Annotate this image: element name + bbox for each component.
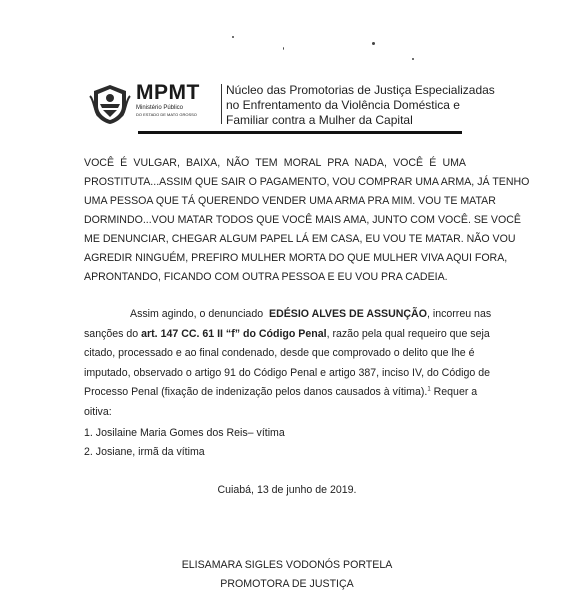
header-line: Núcleo das Promotorias de Justiça Especializadas — [226, 83, 495, 97]
paragraph-line — [84, 305, 492, 325]
paragraph-text: , razão pela qual requeiro que seja — [326, 327, 490, 340]
footnote-marker: 1 — [427, 386, 431, 393]
paragraph-text: Processo Penal (fixação de indenização pelos danos causados à vítima). — [84, 386, 428, 398]
quote-line: ME DENUNCIAR, CHEGAR ALGUM PAPEL LÁ EM CASA, EU VOU TE MATAR. NÃO VOU — [84, 233, 516, 245]
paragraph-line: imputado, observado o artigo 91 do Código Penal e artigo 387, inciso IV, do Código de — [84, 366, 490, 379]
quote-line: VOCÊ É VULGAR, BAIXA, NÃO TEM MORAL PRA NADA, VOCÊ É UMA — [84, 157, 466, 169]
quote-line: UMA PESSOA QUE TÁ QUERENDO VENDER UMA ARMA PRA MIM. VOU TE MATAR — [84, 195, 496, 207]
scan-speck — [283, 47, 284, 50]
paragraph-line — [84, 325, 490, 345]
scan-speck — [232, 36, 234, 38]
mpmt-logo-subtitle: Ministério Público — [136, 105, 184, 111]
paragraph-text: Requer a — [430, 386, 478, 398]
scan-speck — [412, 58, 414, 60]
header-line: no Enfrentamento da Violência Doméstica e — [226, 98, 460, 112]
mpmt-logo-name: MPMT — [136, 81, 200, 104]
mpmt-crest-icon — [88, 82, 132, 126]
header-rule — [138, 131, 462, 134]
header-title — [226, 83, 495, 128]
paragraph-line: citado, processado e ao final condenado, desde que comprovado o delito que lhe é — [84, 347, 475, 359]
witness-item: 2. Josiane, irmã da vítima — [84, 446, 205, 458]
paragraph-line — [84, 383, 478, 403]
paragraph-text: sanções do — [84, 327, 139, 340]
quote-line: DORMINDO...VOU MATAR TODOS QUE VOCÊ MAIS AMA, JUNTO COM VOCÊ. SE VOCÊ — [84, 214, 521, 226]
document-header — [88, 80, 495, 130]
header-line: Familiar contra a Mulher da Capital — [226, 113, 413, 127]
witness-item: 1. Josilaine Maria Gomes dos Reis– vítima — [84, 427, 285, 439]
signatory-role: PROMOTORA DE JUSTIÇA — [220, 578, 354, 590]
header-divider — [221, 84, 222, 124]
paragraph-text: , incorreu nas — [426, 308, 492, 320]
place-date: Cuiabá, 13 de junho de 2019. — [217, 484, 357, 496]
quote-line: APRONTANDO, FICANDO COM OUTRA PESSOA E EU VOU PRA CADEIA. — [84, 271, 448, 283]
mpmt-logo — [136, 82, 200, 117]
quote-line: AGREDIR NINGUÉM, PREFIRO MULHER MORTA DO QUE MULHER VIVA AQUI FORA, — [84, 252, 508, 264]
threat-quote — [84, 154, 530, 287]
paragraph-line: oitiva: — [84, 405, 112, 418]
quote-line: PROSTITUTA...ASSIM QUE SAIR O PAGAMENTO, VOU COMPRAR UMA ARMA, JÁ TENHO — [84, 176, 530, 188]
indictment-paragraph — [84, 305, 492, 422]
paragraph-text: Assim agindo, o denunciado — [130, 308, 264, 320]
mpmt-logo-subtitle-2: DO ESTADO DE MATO GROSSO — [136, 112, 197, 117]
signatory-name: ELISAMARA SIGLES VODONÓS PORTELA — [181, 559, 393, 571]
scan-speck — [372, 42, 375, 45]
defendant-name: EDÉSIO ALVES DE ASSUNÇÃO — [269, 308, 427, 320]
legal-article: art. 147 CC. 61 II “f” do Código Penal — [141, 327, 327, 340]
